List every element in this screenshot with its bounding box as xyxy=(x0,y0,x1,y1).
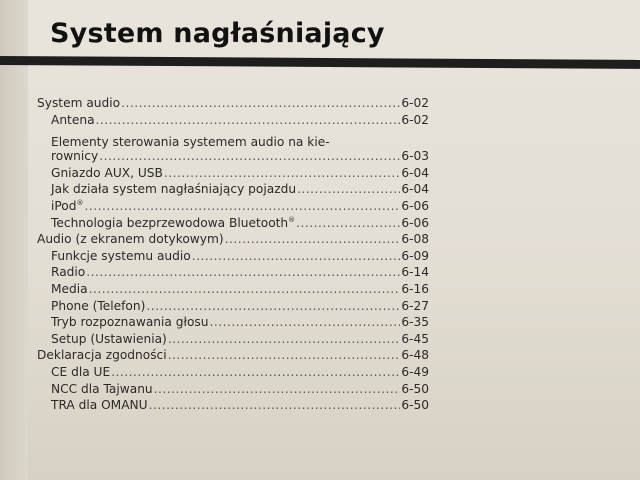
toc-leader xyxy=(96,113,401,127)
toc-entry-audio-touchscreen xyxy=(37,232,429,249)
toc-page: 6-16 xyxy=(401,281,429,296)
toc-entry-media xyxy=(37,282,429,299)
toc-leader xyxy=(99,149,400,163)
toc-entry-tra xyxy=(37,398,429,415)
toc-leader xyxy=(168,348,401,362)
toc-leader xyxy=(168,332,401,346)
toc-page: 6-35 xyxy=(401,315,429,330)
toc-entry-voice-recognition xyxy=(37,315,429,332)
toc-label: Elementy sterowania systemem audio na kie- xyxy=(51,135,330,150)
toc-entry-system-audio xyxy=(37,96,429,113)
toc-page: 6-48 xyxy=(401,348,429,363)
toc-page: 6-04 xyxy=(401,182,429,197)
toc-page: 6-49 xyxy=(401,364,429,379)
toc-page: 6-14 xyxy=(401,265,429,280)
toc-leader xyxy=(121,96,400,110)
toc-leader xyxy=(164,166,400,180)
toc-label: Deklaracja zgodności xyxy=(37,348,167,363)
toc-entry-setup xyxy=(37,332,429,349)
toc-leader xyxy=(85,199,401,213)
toc-leader xyxy=(111,365,400,379)
toc-entry-how-it-works xyxy=(37,182,429,199)
toc-page: 6-08 xyxy=(401,232,429,247)
toc-entry-audio-functions xyxy=(37,249,429,266)
toc-entry-ncc xyxy=(37,382,429,399)
toc-page: 6-09 xyxy=(401,248,429,263)
toc-label: Radio xyxy=(51,265,86,280)
toc-leader xyxy=(89,282,401,296)
toc-label-text: iPod xyxy=(51,199,77,214)
toc-label: Funkcje systemu audio xyxy=(51,248,191,263)
table-of-contents xyxy=(37,96,429,415)
toc-page: 6-45 xyxy=(401,331,429,346)
toc-label: Antena xyxy=(51,112,95,127)
toc-entry-steering-controls xyxy=(37,129,429,149)
toc-page: 6-50 xyxy=(401,381,429,396)
toc-leader xyxy=(209,315,400,329)
toc-entry-antena xyxy=(37,113,429,130)
toc-label: Setup (Ustawienia) xyxy=(51,331,167,346)
toc-leader xyxy=(192,249,401,263)
toc-entry-phone xyxy=(37,299,429,316)
toc-leader xyxy=(86,265,400,279)
toc-label: CE dla UE xyxy=(51,364,111,379)
toc-entry-radio xyxy=(37,265,429,282)
toc-label: Gniazdo AUX, USB xyxy=(51,165,163,180)
toc-page: 6-50 xyxy=(401,398,429,413)
toc-label: Phone (Telefon) xyxy=(51,298,146,313)
toc-entry-ipod xyxy=(37,199,429,216)
toc-page: 6-27 xyxy=(401,298,429,313)
registered-mark: ® xyxy=(288,215,296,224)
toc-label: rownicy xyxy=(51,149,99,164)
toc-label: NCC dla Tajwanu xyxy=(51,381,153,396)
page-edge xyxy=(0,0,28,480)
toc-entry-rownicy xyxy=(37,149,429,166)
toc-page: 6-04 xyxy=(401,165,429,180)
toc-leader xyxy=(225,232,401,246)
toc-page: 6-06 xyxy=(401,215,429,230)
registered-mark: ® xyxy=(76,198,84,207)
toc-entry-ce xyxy=(37,365,429,382)
toc-entry-declaration xyxy=(37,348,429,365)
toc-page: 6-02 xyxy=(401,112,429,127)
toc-label: System audio xyxy=(37,96,121,110)
title-rule xyxy=(0,56,640,69)
toc-label: TRA dla OMANU xyxy=(51,398,148,413)
toc-entry-aux-usb xyxy=(37,166,429,183)
toc-page: 6-02 xyxy=(401,96,429,110)
toc-label-text: Technologia bezprzewodowa Bluetooth xyxy=(51,215,289,230)
toc-leader xyxy=(154,382,401,396)
toc-leader xyxy=(149,398,401,412)
toc-leader xyxy=(146,299,400,313)
toc-label: Media xyxy=(51,281,88,296)
toc-page: 6-06 xyxy=(401,199,429,214)
toc-entry-bluetooth xyxy=(37,216,429,233)
toc-label: Jak działa system nagłaśniający pojazdu xyxy=(51,182,297,197)
toc-label xyxy=(51,199,84,213)
toc-label: Audio (z ekranem dotykowym) xyxy=(37,232,224,247)
toc-leader xyxy=(297,182,400,196)
toc-label: Tryb rozpoznawania głosu xyxy=(51,315,209,330)
toc-leader xyxy=(296,216,400,230)
page-title: System nagłaśniający xyxy=(50,18,385,49)
toc-label xyxy=(51,216,295,230)
toc-page: 6-03 xyxy=(401,149,429,164)
